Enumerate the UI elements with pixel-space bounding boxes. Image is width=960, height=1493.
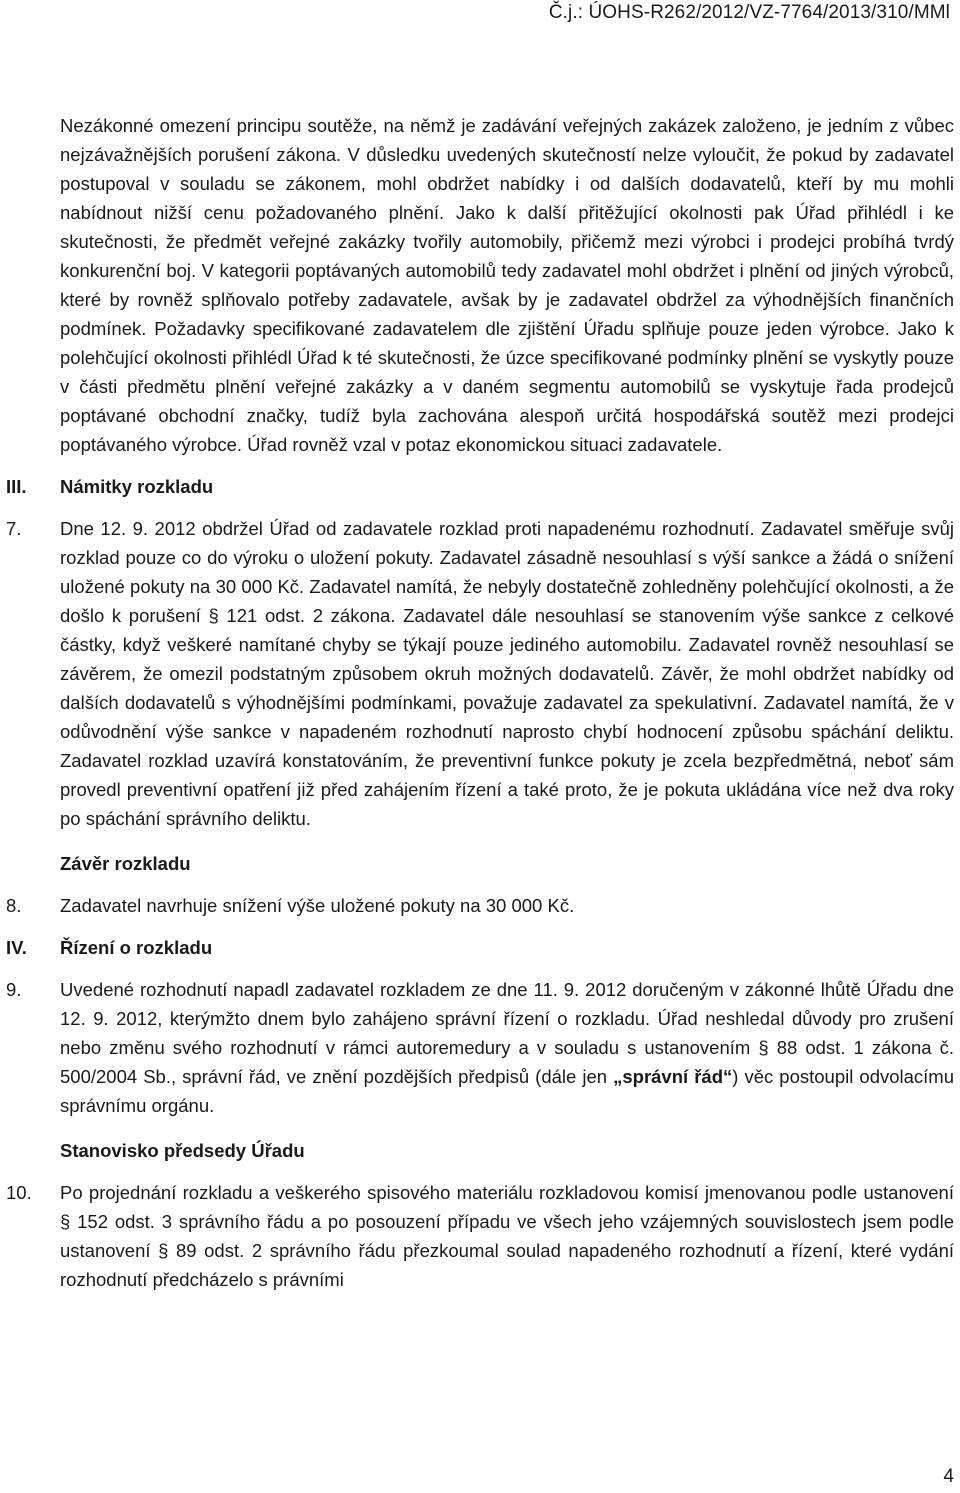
section-heading-iv: [6, 933, 960, 962]
document-body: [0, 111, 960, 1294]
defined-term-spravni-rad: „správní řád“: [613, 1066, 733, 1087]
paragraph-10: [6, 1178, 954, 1294]
paragraph-number-10: 10.: [6, 1182, 32, 1203]
paragraph-number-9: 9.: [6, 979, 22, 1000]
paragraph-8: [6, 891, 954, 920]
section-number-iv: IV.: [6, 937, 27, 958]
section-title-iii: Námitky rozkladu: [60, 476, 214, 497]
paragraph-intro: Nezákonné omezení principu soutěže, na němž je zadávání veřejných zakázek založeno, je jedním z vůbec nejzávažnějších porušení zákona. V důsledku uvedených skutečností nelze vyloučit, že pokud by zadavatel postupoval v souladu se zákonem, mohl obdržet nabídky i od dalších dodavatelů, kteří by mu mohli nabídnout nižší cenu požadovaného plnění. Jako k další přitěžující okolnosti pak Úřad přihlédl i ke skutečnosti, že předmět veřejné zakázky tvořily automobily, přičemž mezi výrobci i prodejci probíhá tvrdý konkurenční boj. V kategorii poptávaných automobilů tedy zadavatel mohl obdržet i plnění od jiných výrobců, které by rovněž splňovalo potřeby zadavatele, avšak by je zadavatel obdržel za výhodnějších finančních podmínek. Požadavky specifikované zadavatelem dle zjištění Úřadu splňuje pouze jeden výrobce. Jako k polehčující okolnosti přihlédl Úřad k té skutečnosti, že úzce specifikované podmínky plnění se vyskytly pouze v části předmětu plnění veřejné zakázky a v daném segmentu automobilů se vyskytuje řada prodejců poptávané obchodní značky, tudíž byla zachována alespoň určitá hospodářská soutěž mezi prodejci poptávaného výrobce. Úřad rovněž vzal v potaz ekonomickou situaci zadavatele.: [60, 115, 954, 455]
section-number-iii: III.: [6, 476, 27, 497]
page-number: 4: [943, 1466, 954, 1487]
section-heading-iii: [6, 472, 960, 501]
paragraph-number-8: 8.: [6, 895, 22, 916]
section-title-iv: Řízení o rozkladu: [60, 937, 213, 958]
paragraph-7: [6, 514, 954, 833]
paragraph-9: [6, 975, 955, 1120]
paragraph-7-text: Dne 12. 9. 2012 obdržel Úřad od zadavatele rozklad proti napadenému rozhodnutí. Zadavatel směřuje svůj rozklad pouze co do výroku o uložení pokuty. Zadavatel zásadně nesouhlasí s výší sankce a žádá o snížení uložené pokuty na 30 000 Kč. Zadavatel namítá, že nebyly dostatečně zohledněny polehčující okolnosti, a že došlo k porušení § 121 odst. 2 zákona. Zadavatel dále nesouhlasí se stanovením výše sankce z celkové částky, když veškeré namítané chyby se týkají pouze jediného automobilu. Zadavatel rovněž nesouhlasí se závěrem, že omezil podstatným způsobem okruh možných dodavatelů. Závěr, že mohl obdržet nabídky od dalších dodavatelů s výhodnějšími podmínkami, považuje zadavatel za spekulativní. Zadavatel namítá, že v odůvodnění výše sankce v napadeném rozhodnutí naprosto chybí hodnocení způsobu spáchání deliktu. Zadavatel rozklad uzavírá konstatováním, že preventivní funkce pokuty je zcela bezpředmětná, neboť sám provedl preventivní opatření již před zahájením řízení a také proto, že je pokuta ukládána více než dva roky po spáchání správního deliktu.: [60, 518, 954, 829]
paragraph-8-text: Zadavatel navrhuje snížení výše uložené pokuty na 30 000 Kč.: [60, 895, 575, 916]
paragraph-9-text-b: ) věc postoupil odvolacímu správnímu orgánu.: [60, 1066, 955, 1116]
subheading-chair-opinion: Stanovisko předsedy Úřadu: [60, 1140, 305, 1161]
paragraph-10-text: Po projednání rozkladu a veškerého spisového materiálu rozkladovou komisí jmenovanou podle ustanovení § 152 odst. 3 správního řádu a po posouzení případu ve všech jeho vzájemných souvislostech jsem podle ustanovení § 89 odst. 2 správního řádu přezkoumal soulad napadeného rozhodnutí a řízení, které vydání rozhodnutí předcházelo s právními: [60, 1182, 954, 1290]
paragraph-number-7: 7.: [6, 518, 22, 539]
subheading-conclusion: Závěr rozkladu: [60, 853, 191, 874]
document-reference-number: Č.j.: ÚOHS-R262/2012/VZ-7764/2013/310/MMl: [548, 2, 950, 23]
paragraph-9-text-a: Uvedené rozhodnutí napadl zadavatel rozkladem ze dne 11. 9. 2012 doručeným v zákonné lhůtě Úřadu dne 12. 9. 2012, kterýmžto dnem bylo zahájeno správní řízení o rozkladu. Úřad neshledal důvody pro zrušení nebo změnu svého rozhodnutí v rámci autoremedury a v souladu s ustanovením § 88 odst. 1 zákona č. 500/2004 Sb., správní řád, ve znění pozdějších předpisů (dále jen: [60, 979, 954, 1087]
